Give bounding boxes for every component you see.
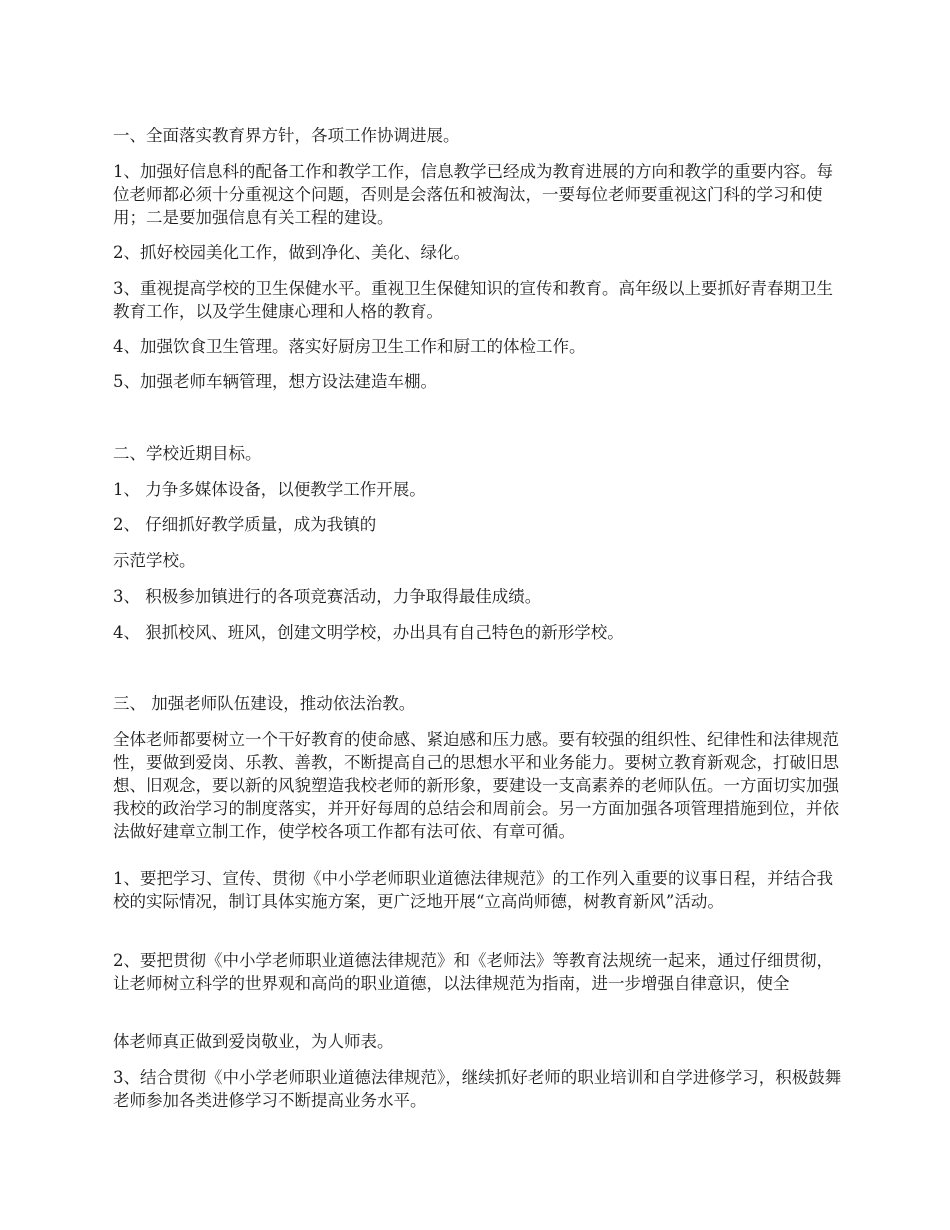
- paragraph: 3、 积极参加镇进行的各项竞赛活动，力争取得最佳成绩。: [113, 587, 542, 606]
- paragraph: 3、结合贯彻《中小学老师职业道德法律规范》，继续抓好老师的职业培训和自学进修学习，积极鼓舞老师参加各类进修学习不断提高业务水平。: [113, 1068, 842, 1110]
- paragraph: 体老师真正做到爱岗敬业，为人师表。: [113, 1032, 394, 1051]
- paragraph: 2、要把贯彻《中小学老师职业道德法律规范》和《老师法》等教育法规统一起来，通过仔细贯彻，让老师树立科学的世界观和高尚的职业道德，以法律规范为指南，进一步增强自律意识，使全: [113, 951, 833, 993]
- paragraph: 1、要把学习、宣传、贯彻《中小学老师职业道德法律规范》的工作列入重要的议事日程，并结合我校的实际情况，制订具体实施方案，更广泛地开展“立高尚师德，树教育新风”活动。: [113, 869, 833, 911]
- paragraph: 全体老师都要树立一个干好教育的使命感、紧迫感和压力感。要有较强的组织性、纪律性和法律规范性，要做到爱岗、乐教、善教，不断提高自己的思想水平和业务能力。要树立教育新观念，打破旧思想、旧观念，要以新的风貌塑造我校老师的新形象，要建设一支高素养的老师队伍。一方面切实加强我校的政治学习的制度落实，并开好每周的总结会和周前会。另一方面加强各项管理措施到位，并依法做好建章立制工作，使学校各项工作都有法可依、有章可循。: [113, 730, 839, 841]
- paragraph: 4、 狠抓校风、班风，创建文明学校，办出具有自己特色的新形学校。: [113, 623, 624, 642]
- paragraph: 5、加强老师车辆管理，想方设法建造车棚。: [113, 372, 437, 391]
- paragraph: 4、加强饮食卫生管理。落实好厨房卫生工作和厨工的体检工作。: [113, 337, 586, 356]
- paragraph: 示范学校。: [113, 551, 196, 570]
- section-heading-1: 一、全面落实教育界方针，各项工作协调进展。: [113, 126, 460, 145]
- section-heading-3: 三、 加强老师队伍建设，推动依法治教。: [113, 694, 416, 713]
- paragraph: 2、抓好校园美化工作，做到净化、美化、绿化。: [113, 243, 470, 262]
- paragraph: 3、重视提高学校的卫生保健水平。重视卫生保健知识的宣传和教育。高年级以上要抓好青春期卫生教育工作，以及学生健康心理和人格的教育。: [113, 279, 833, 321]
- section-heading-2: 二、学校近期目标。: [113, 444, 262, 463]
- paragraph: 1、 力争多媒体设备，以便教学工作开展。: [113, 480, 426, 499]
- paragraph: 2、 仔细抓好教学质量，成为我镇的: [113, 515, 377, 534]
- paragraph: 1、加强好信息科的配备工作和教学工作，信息教学已经成为教育进展的方向和教学的重要内容。每位老师都必须十分重视这个问题，否则是会落伍和被淘汰，一要每位老师要重视这门科的学习和使用；二是要加强信息有关工程的建设。: [113, 162, 833, 227]
